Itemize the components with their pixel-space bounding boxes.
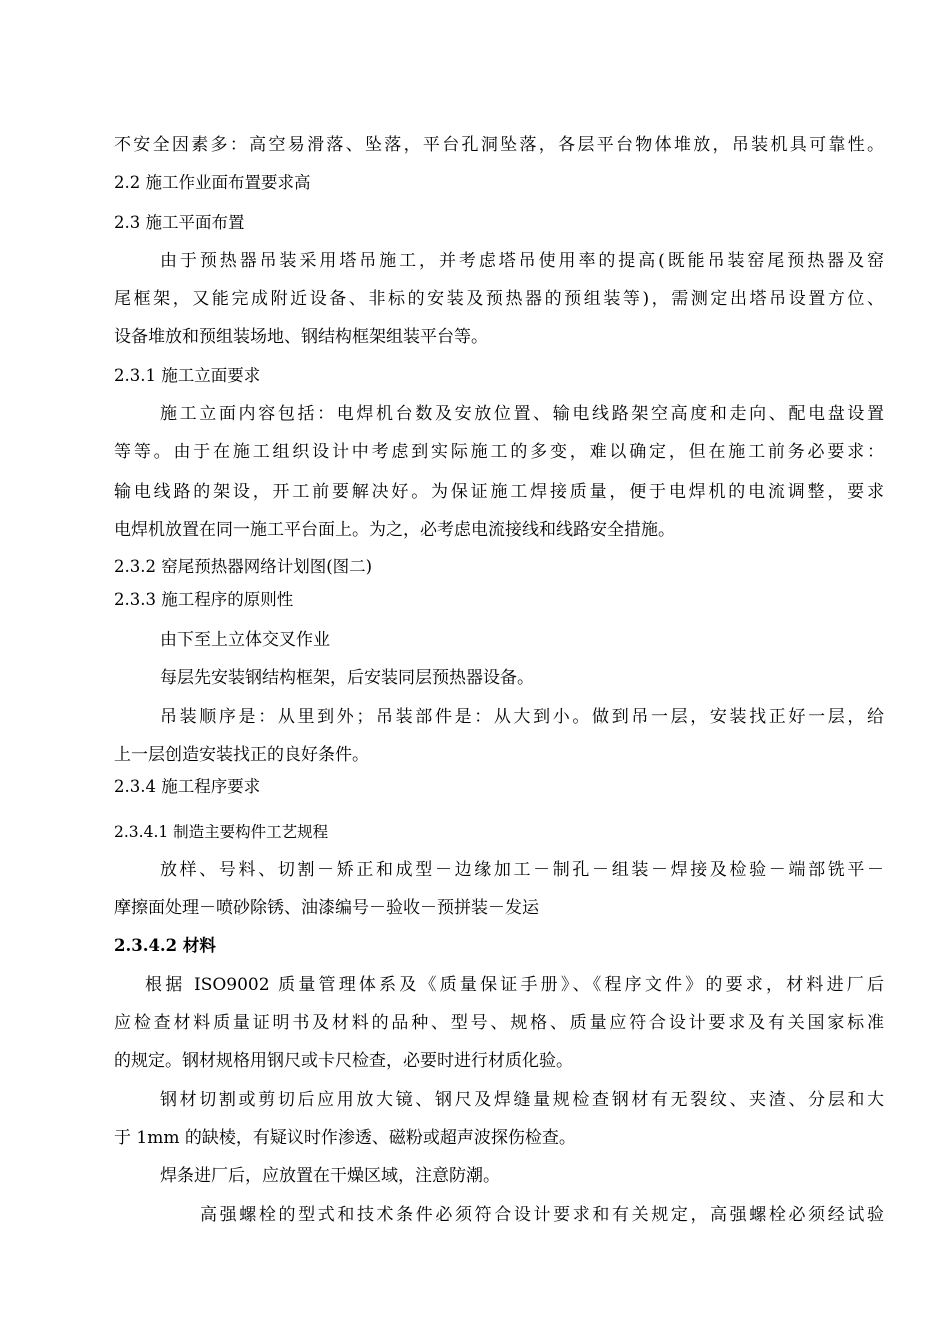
paragraph-line: 由于预热器吊装采用塔吊施工，并考虑塔吊使用率的提高(既能吊装窑尾预热器及窑 (160, 251, 884, 271)
section-heading: 2.2 施工作业面布置要求高 (114, 173, 311, 192)
paragraph-line: 施工立面内容包括：电焊机台数及安放位置、输电线路架空高度和走向、配电盘设置 (160, 404, 884, 424)
section-heading: 2.3.4 施工程序要求 (114, 777, 261, 796)
paragraph-line: 高强螺栓的型式和技术条件必须符合设计要求和有关规定，高强螺栓必须经试验 (200, 1205, 884, 1225)
paragraph-line: 设备堆放和预组装场地、钢结构框架组装平台等。 (114, 327, 488, 347)
paragraph-line: 由下至上立体交叉作业 (160, 630, 330, 650)
paragraph-line: 放样、号料、切割－矫正和成型－边缘加工－制孔－组装－焊接及检验－端部铣平－ (160, 860, 884, 880)
paragraph-line: 不安全因素多：高空易滑落、坠落，平台孔洞坠落，各层平台物体堆放，吊装机具可靠性。 (114, 135, 884, 155)
paragraph-line: 吊装顺序是：从里到外；吊装部件是：从大到小。做到吊一层，安装找正好一层，给 (160, 707, 884, 727)
paragraph-line: 焊条进厂后，应放置在干燥区域，注意防潮。 (160, 1166, 500, 1186)
section-heading: 2.3 施工平面布置 (114, 213, 245, 232)
paragraph-line: 钢材切割或剪切后应用放大镜、钢尺及焊缝量规检查钢材有无裂纹、夹渣、分层和大 (160, 1090, 884, 1110)
section-heading: 2.3.3 施工程序的原则性 (114, 590, 294, 609)
paragraph-line: 摩擦面处理－喷砂除锈、油漆编号－验收－预拼装－发运 (114, 898, 539, 918)
subsection-heading: 2.3.4.1 制造主要构件工艺规程 (114, 823, 329, 841)
paragraph-line: 的规定。钢材规格用钢尺或卡尺检查，必要时进行材质化验。 (114, 1051, 573, 1071)
section-heading: 2.3.2 窑尾预热器网络计划图(图二) (114, 557, 373, 576)
paragraph-line: 于 1mm 的缺棱，有疑议时作渗透、磁粉或超声波探伤检查。 (114, 1128, 576, 1148)
paragraph-line: 电焊机放置在同一施工平台面上。为之，必考虑电流接线和线路安全措施。 (114, 520, 675, 540)
paragraph-line: 上一层创造安装找正的良好条件。 (114, 745, 369, 765)
section-heading: 2.3.1 施工立面要求 (114, 366, 261, 385)
paragraph-line: 等等。由于在施工组织设计中考虑到实际施工的多变，难以确定，但在施工前务必要求： (114, 442, 884, 462)
paragraph-line: 每层先安装钢结构框架，后安装同层预热器设备。 (160, 668, 534, 688)
paragraph-line: 根据 ISO9002 质量管理体系及《质量保证手册》、《程序文件》的要求，材料进厂后 (145, 975, 884, 995)
paragraph-line: 应检查材料质量证明书及材料的品种、型号、规格、质量应符合设计要求及有关国家标准 (114, 1013, 884, 1033)
subsection-heading: 2.3.4.2 材料 (114, 936, 216, 955)
paragraph-line: 尾框架，又能完成附近设备、非标的安装及预热器的预组装等)，需测定出塔吊设置方位、 (114, 289, 884, 309)
paragraph-line: 输电线路的架设，开工前要解决好。为保证施工焊接质量，便于电焊机的电流调整，要求 (114, 482, 884, 502)
